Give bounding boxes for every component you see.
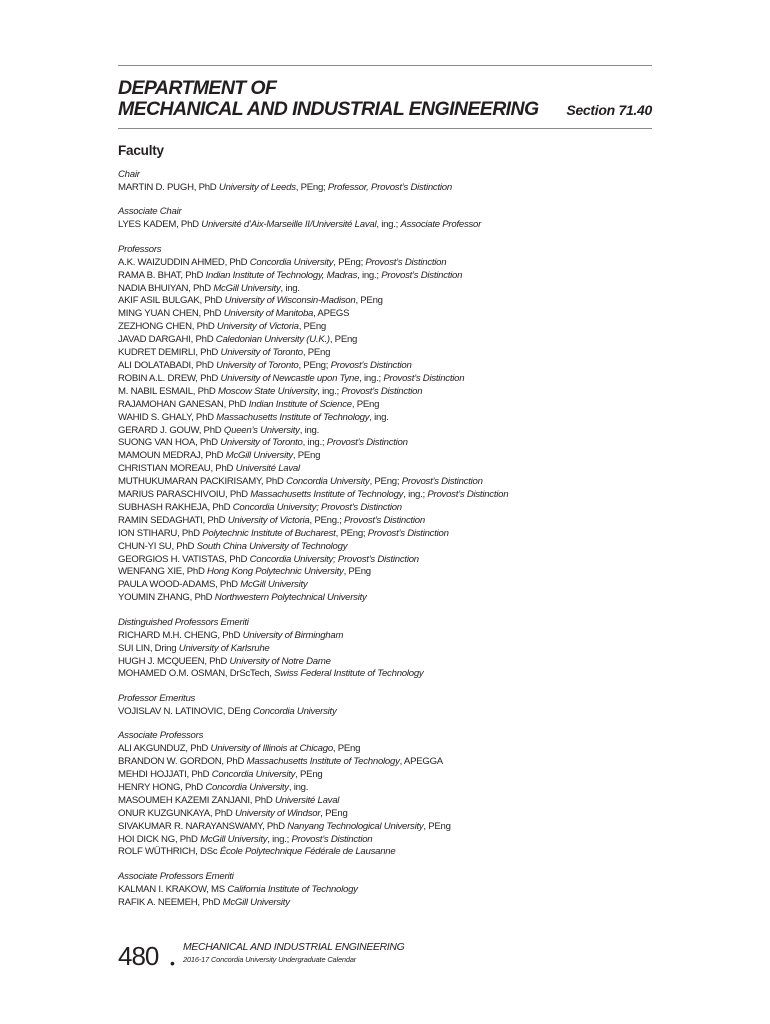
entry-italic-segment: Associate Professor [400, 219, 482, 231]
faculty-entry [118, 630, 678, 643]
faculty-entry [118, 347, 678, 360]
entry-segment: RAMIN SEDAGHATI, PhD [118, 514, 228, 526]
entry-segment: RICHARD M.H. CHENG, PhD [118, 629, 243, 641]
faculty-entry [118, 295, 678, 308]
group-label: Distinguished Professors Emeriti [118, 616, 249, 628]
faculty-entry [118, 592, 678, 605]
faculty-entry [118, 528, 678, 541]
entry-italic-segment: University of Victoria [216, 321, 299, 333]
entry-segment: , ing.; [403, 489, 428, 501]
entry-segment: JAVAD DARGAHI, PhD [118, 334, 216, 346]
entry-segment: AKIF ASIL BULGAK, PhD [118, 295, 225, 307]
top-divider [118, 65, 652, 66]
entry-segment: , PEng [423, 820, 451, 832]
faculty-entry [118, 554, 678, 567]
entry-italic-segment: Provost’s Distinction [381, 269, 463, 281]
faculty-entry [118, 283, 678, 296]
entry-segment: ROLF WÜTHRICH, DSc [118, 846, 220, 858]
entry-italic-segment: University of Windsor [235, 807, 321, 819]
entry-segment: , ing.; [359, 372, 384, 384]
faculty-entry [118, 706, 678, 719]
footer-subtitle: 2016-17 Concordia University Undergraduate Calendar [183, 955, 357, 964]
entry-segment: , PEng [298, 321, 326, 333]
entry-italic-segment: Concordia University [211, 769, 296, 781]
faculty-entry [118, 399, 678, 412]
entry-italic-segment: University of Birmingham [242, 629, 344, 641]
entry-italic-segment: Provost’s Distinction [365, 256, 447, 268]
faculty-entry [118, 450, 678, 463]
faculty-entry [118, 769, 678, 782]
entry-segment: BRANDON W. GORDON, PhD [118, 756, 247, 768]
entry-segment: SIVAKUMAR R. NARAYANSWAMY, PhD [118, 820, 288, 832]
entry-segment: , ing.; [267, 833, 292, 845]
entry-segment: , ing. [280, 282, 300, 294]
entry-segment: RAFIK A. NEEMEH, PhD [118, 896, 223, 908]
faculty-entry [118, 412, 678, 425]
entry-segment: , PEng; [295, 181, 328, 193]
entry-segment: GEORGIOS H. VATISTAS, PhD [118, 553, 250, 565]
entry-italic-segment: Université Laval [274, 794, 340, 806]
entry-segment: , PEng.; [309, 514, 345, 526]
faculty-entry [118, 386, 678, 399]
faculty-entry [118, 219, 678, 232]
entry-italic-segment: South China University of Technology [196, 540, 348, 552]
faculty-entry [118, 897, 678, 910]
faculty-entry [118, 541, 678, 554]
entry-italic-segment: Concordia University; Provost’s Distinction [249, 553, 419, 565]
entry-segment: , APEGGA [399, 756, 443, 768]
entry-italic-segment: Provost’s Distinction [383, 372, 465, 384]
group-label: Professors [118, 243, 162, 255]
entry-italic-segment: University of Newcastle upon Tyne [220, 372, 360, 384]
faculty-entry [118, 566, 678, 579]
faculty-group [118, 693, 678, 719]
entry-segment: WENFANG XIE, PhD [118, 566, 208, 578]
faculty-group [118, 617, 678, 682]
entry-italic-segment: Provost’s Distinction [291, 833, 373, 845]
entry-italic-segment: Concordia University [286, 476, 370, 488]
entry-italic-segment: McGill University [225, 450, 293, 462]
entry-segment: ALI DOLATABADI, PhD [118, 359, 217, 371]
faculty-entry [118, 743, 678, 756]
entry-segment: KALMAN I. KRAKOW, MS [118, 883, 228, 895]
entry-italic-segment: École Polytechnique Fédérale de Lausanne [219, 846, 396, 858]
entry-segment: A.K. WAIZUDDIN AHMED, PhD [118, 256, 250, 268]
entry-italic-segment: Swiss Federal Institute of Technology [274, 668, 424, 680]
entry-italic-segment: Provost’s Distinction [401, 476, 483, 488]
entry-segment: , PEng [351, 398, 380, 410]
entry-segment: , PEng; [298, 359, 331, 371]
entry-italic-segment: Université Laval [235, 463, 300, 475]
faculty-entry [118, 668, 678, 681]
entry-italic-segment: McGill University [240, 579, 308, 591]
group-label: Professor Emeritus [118, 692, 196, 704]
group-label: Associate Professors Emeriti [118, 870, 234, 882]
entry-segment: SUI LIN, Dring [118, 642, 179, 654]
faculty-entry [118, 884, 678, 897]
entry-segment: HENRY HONG, PhD [118, 781, 206, 793]
entry-italic-segment: Queen’s University [223, 424, 300, 436]
faculty-entry [118, 270, 678, 283]
entry-segment: SUONG VAN HOA, PhD [118, 437, 221, 449]
entry-segment: SUBHASH RAKHEJA, PhD [118, 501, 233, 513]
faculty-entry [118, 846, 678, 859]
entry-segment: , ing.; [357, 269, 382, 281]
entry-italic-segment: Caledonian University (U.K.) [215, 334, 330, 346]
faculty-entry [118, 463, 678, 476]
entry-segment: MEHDI HOJJATI, PhD [118, 769, 212, 781]
header-divider [118, 128, 652, 129]
entry-italic-segment: Provost’s Distinction [367, 527, 449, 539]
faculty-group [118, 206, 678, 232]
entry-segment: M. NABIL ESMAIL, PhD [118, 385, 218, 397]
entry-segment: , PEng [329, 334, 358, 346]
entry-italic-segment: University of Victoria [227, 514, 310, 526]
faculty-entry [118, 334, 678, 347]
faculty-entry [118, 373, 678, 386]
entry-italic-segment: Massachusetts Institute of Technology [216, 411, 370, 423]
entry-segment: , PEng [302, 347, 331, 359]
faculty-list [118, 169, 678, 921]
entry-italic-segment: Université d’Aix-Marseille II/Université Laval [201, 219, 377, 231]
department-title-line2: MECHANICAL AND INDUSTRIAL ENGINEERING [118, 98, 539, 120]
faculty-group [118, 169, 678, 195]
entry-italic-segment: Concordia University [249, 256, 334, 268]
entry-segment: LYES KADEM, PhD [118, 219, 202, 231]
entry-italic-segment: Indian Institute of Technology, Madras [205, 269, 358, 281]
entry-segment: GERARD J. GOUW, PhD [118, 424, 224, 436]
entry-italic-segment: McGill University [222, 896, 290, 908]
entry-italic-segment: Concordia University; Provost's Distinction [232, 501, 402, 513]
entry-italic-segment: Provost’s Distinction [330, 359, 412, 371]
entry-segment: ALI AKGUNDUZ, PhD [118, 743, 211, 755]
faculty-entry [118, 515, 678, 528]
entry-segment: , APEGS [313, 308, 350, 320]
entry-segment: MARIUS PARASCHIVOIU, PhD [118, 489, 251, 501]
faculty-entry [118, 656, 678, 669]
footer-bullet: • [170, 955, 175, 971]
entry-italic-segment: University of Toronto [220, 347, 303, 359]
entry-segment: PAULA WOOD-ADAMS, PhD [118, 579, 241, 591]
entry-italic-segment: Provost’s Distinction [427, 489, 509, 501]
entry-segment: WAHID S. GHALY, PhD [118, 411, 217, 423]
entry-segment: , ing.; [317, 385, 342, 397]
entry-segment: , PEng; [335, 527, 368, 539]
entry-segment: , PEng [355, 295, 383, 307]
faculty-entry [118, 834, 678, 847]
entry-italic-segment: University of Manitoba [223, 308, 314, 320]
entry-italic-segment: Massachusetts Institute of Technology [246, 756, 400, 768]
entry-segment: , ing. [369, 411, 389, 423]
entry-segment: MING YUAN CHEN, PhD [118, 308, 224, 320]
entry-segment: YOUMIN ZHANG, PhD [118, 592, 215, 604]
entry-italic-segment: Massachusetts Institute of Technology [250, 489, 404, 501]
entry-segment: CHUN-YI SU, PhD [118, 540, 197, 552]
faculty-entry [118, 257, 678, 270]
entry-italic-segment: Polytechnic Institute of Bucharest [202, 527, 336, 539]
entry-segment: MUTHUKUMARAN PACKIRISAMY, PhD [118, 476, 287, 488]
faculty-entry [118, 808, 678, 821]
faculty-entry [118, 425, 678, 438]
entry-italic-segment: Provost’s Distinction [326, 437, 408, 449]
entry-segment: KUDRET DEMIRLI, PhD [118, 347, 221, 359]
entry-segment: ION STIHARU, PhD [118, 527, 203, 539]
entry-segment: MAMOUN MEDRAJ, PhD [118, 450, 226, 462]
entry-italic-segment: University of Illinois at Chicago [210, 743, 333, 755]
faculty-group [118, 730, 678, 859]
entry-italic-segment: Indian Institute of Science [248, 398, 352, 410]
entry-segment: RAJAMOHAN GANESAN, PhD [118, 398, 249, 410]
entry-italic-segment: University of Karlsruhe [178, 642, 270, 654]
faculty-entry [118, 579, 678, 592]
group-label: Associate Chair [118, 206, 182, 218]
entry-italic-segment: Nanyang Technological University [287, 820, 424, 832]
entry-segment: MARTIN D. PUGH, PhD [118, 181, 219, 193]
entry-segment: , PEng [320, 807, 348, 819]
entry-segment: HOI DICK NG, PhD [118, 833, 201, 845]
faculty-entry [118, 795, 678, 808]
entry-italic-segment: University of Toronto [216, 359, 299, 371]
entry-segment: CHRISTIAN MOREAU, PhD [118, 463, 236, 475]
entry-italic-segment: Concordia University [253, 705, 337, 717]
entry-segment: MOHAMED O.M. OSMAN, DrScTech, [118, 668, 275, 680]
entry-segment: ROBIN A.L. DREW, PhD [118, 372, 221, 384]
entry-segment: , PEng [295, 769, 323, 781]
entry-segment: VOJISLAV N. LATINOVIC, DEng [118, 705, 253, 717]
entry-segment: , PEng; [369, 476, 402, 488]
faculty-entry [118, 321, 678, 334]
entry-italic-segment: University of Notre Dame [229, 655, 331, 667]
entry-italic-segment: Provost’s Distinction [344, 514, 425, 526]
page-number: 480 [118, 941, 159, 971]
faculty-entry [118, 821, 678, 834]
faculty-entry [118, 502, 678, 515]
group-label: Associate Professors [118, 730, 204, 742]
entry-segment: , PEng [332, 743, 361, 755]
entry-segment: , ing. [299, 424, 320, 436]
faculty-heading: Faculty [118, 143, 164, 158]
entry-italic-segment: Provost’s Distinction [341, 385, 423, 397]
entry-segment: , PEng [343, 566, 371, 578]
entry-segment: HUGH J. MCQUEEN, PhD [118, 655, 230, 667]
faculty-entry [118, 782, 678, 795]
entry-italic-segment: Hong Kong Polytechnic University [207, 566, 344, 578]
entry-italic-segment: McGill University [213, 282, 281, 294]
footer-title: MECHANICAL AND INDUSTRIAL ENGINEERING [183, 942, 405, 953]
faculty-entry [118, 756, 678, 769]
faculty-entry [118, 643, 678, 656]
faculty-entry [118, 308, 678, 321]
entry-segment: , ing.; [376, 219, 401, 231]
faculty-entry [118, 437, 678, 450]
entry-italic-segment: Professor, Provost’s Distinction [327, 181, 452, 193]
entry-italic-segment: California Institute of Technology [227, 883, 358, 895]
entry-segment: , ing. [288, 781, 309, 793]
department-title [118, 78, 539, 120]
entry-italic-segment: Northwestern Polytechnical University [214, 592, 367, 604]
entry-segment: , PEng; [333, 256, 366, 268]
faculty-group [118, 871, 678, 910]
entry-italic-segment: McGill University [200, 833, 268, 845]
entry-italic-segment: Moscow State University [217, 385, 318, 397]
entry-segment: ZEZHONG CHEN, PhD [118, 321, 217, 333]
faculty-group [118, 244, 678, 605]
faculty-entry [118, 476, 678, 489]
entry-italic-segment: Concordia University [205, 781, 289, 793]
group-label: Chair [118, 169, 140, 180]
faculty-entry [118, 489, 678, 502]
entry-italic-segment: University of Wisconsin-Madison [224, 295, 356, 307]
page-footer [118, 939, 652, 973]
section-number: Section 71.40 [566, 102, 652, 118]
entry-segment: ONUR KUZGUNKAYA, PhD [118, 807, 235, 819]
entry-segment: , ing.; [302, 437, 327, 449]
entry-segment: RAMA B. BHAT, PhD [118, 269, 206, 281]
faculty-entry [118, 182, 678, 195]
department-title-line1: DEPARTMENT OF [118, 77, 277, 99]
entry-italic-segment: University of Toronto [220, 437, 303, 449]
entry-segment: MASOUMEH KAZEMI ZANJANI, PhD [118, 794, 275, 806]
entry-segment: , PEng [292, 450, 321, 462]
entry-italic-segment: University of Leeds [218, 181, 296, 193]
entry-segment: NADIA BHUIYAN, PhD [118, 282, 214, 294]
faculty-entry [118, 360, 678, 373]
